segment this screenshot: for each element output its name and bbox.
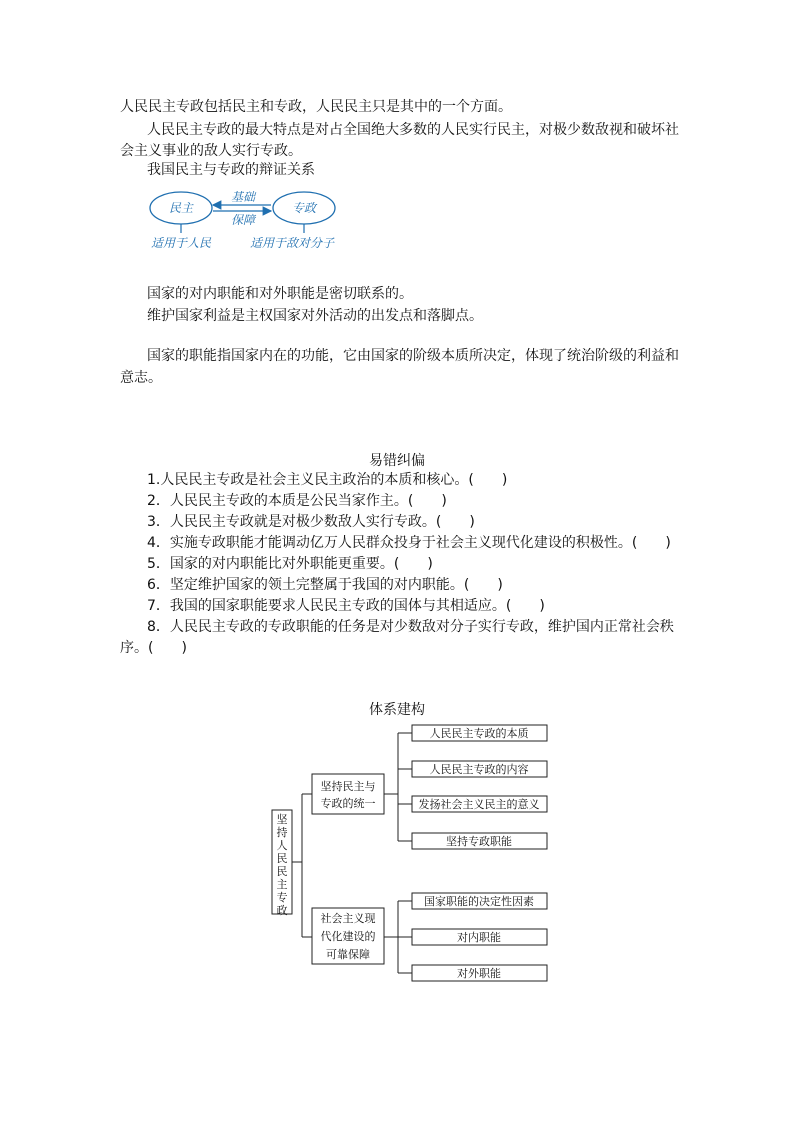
branch-2-leaf-connectors	[398, 901, 412, 973]
functions-paragraph-3-line-1: 国家的职能指国家内在的功能，它由国家的阶级本质所决定，体现了统治阶级的利益和	[147, 348, 679, 364]
root-label: 坚持人民民主专政	[276, 813, 288, 917]
applies-to-enemies-caption: 适用于敌对分子	[249, 236, 335, 250]
applies-to-people-caption: 适用于人民	[150, 236, 212, 250]
dictatorship-node-label: 专政	[291, 201, 317, 215]
guarantee-label: 保障	[230, 213, 256, 227]
functions-paragraph-3-line-2: 意志。	[120, 370, 162, 386]
intro-paragraph-1: 人民民主专政包括民主和专政，人民民主只是其中的一个方面。	[120, 99, 512, 115]
branch-2-connector	[384, 901, 398, 973]
error-item: 4．实施专政职能才能调动亿万人民群众投身于社会主义现代化建设的积极性。( )	[147, 535, 671, 551]
error-item: 5．国家的对内职能比对外职能更重要。( )	[147, 556, 433, 572]
leaf-label: 人民民主专政的本质	[429, 727, 529, 740]
branch-1-connector	[384, 733, 398, 841]
leaf-label: 国家职能的决定性因素	[424, 895, 534, 908]
system-section-title: 体系建构	[369, 702, 425, 718]
foundation-label: 基础	[230, 190, 256, 204]
branch-1-label-line-2: 专政的统一	[320, 797, 376, 810]
root-connector	[292, 794, 312, 937]
error-item: 1.人民民主专政是社会主义民主政治的本质和核心。( )	[147, 472, 508, 488]
leaf-label: 发扬社会主义民主的意义	[418, 798, 540, 811]
intro-paragraph-2-line-2: 会主义事业的敌人实行专政。	[120, 143, 302, 159]
functions-paragraph-2: 维护国家利益是主权国家对外活动的出发点和落脚点。	[147, 308, 483, 324]
error-item: 7．我国的国家职能要求人民民主专政的国体与其相适应。( )	[147, 598, 545, 614]
error-item-8-continuation: 序。( )	[120, 640, 187, 656]
leaf-label: 人民民主专政的内容	[429, 763, 529, 776]
leaf-label: 坚持专政职能	[446, 835, 512, 848]
branch-1-leaf-connectors	[398, 733, 412, 841]
leaf-label: 对外职能	[457, 967, 501, 980]
error-item: 8．人民民主专政的专政职能的任务是对少数敌对分子实行专政，维护国内正常社会秩	[147, 619, 674, 635]
functions-paragraph-1: 国家的对内职能和对外职能是密切联系的。	[147, 286, 413, 302]
error-item: 2．人民民主专政的本质是公民当家作主。( )	[147, 493, 447, 509]
branch-1-label-line-1: 坚持民主与	[320, 780, 376, 793]
leaf-label: 对内职能	[457, 931, 501, 944]
branch-2-label-line-1: 社会主义现	[320, 912, 376, 925]
intro-paragraph-2-line-1: 人民民主专政的最大特点是对占全国绝大多数的人民实行民主，对极少数敌视和破坏社	[147, 122, 679, 138]
democracy-node-label: 民主	[168, 201, 194, 215]
intro-paragraph-3: 我国民主与专政的辩证关系	[147, 162, 315, 178]
error-item: 6．坚定维护国家的领土完整属于我国的对内职能。( )	[147, 577, 503, 593]
branch-2-label-line-2: 代化建设的	[320, 930, 376, 943]
errors-section-title: 易错纠偏	[369, 453, 425, 469]
branch-2-label-line-3: 可靠保障	[326, 948, 370, 961]
error-item: 3．人民民主专政就是对极少数敌人实行专政。( )	[147, 514, 475, 530]
